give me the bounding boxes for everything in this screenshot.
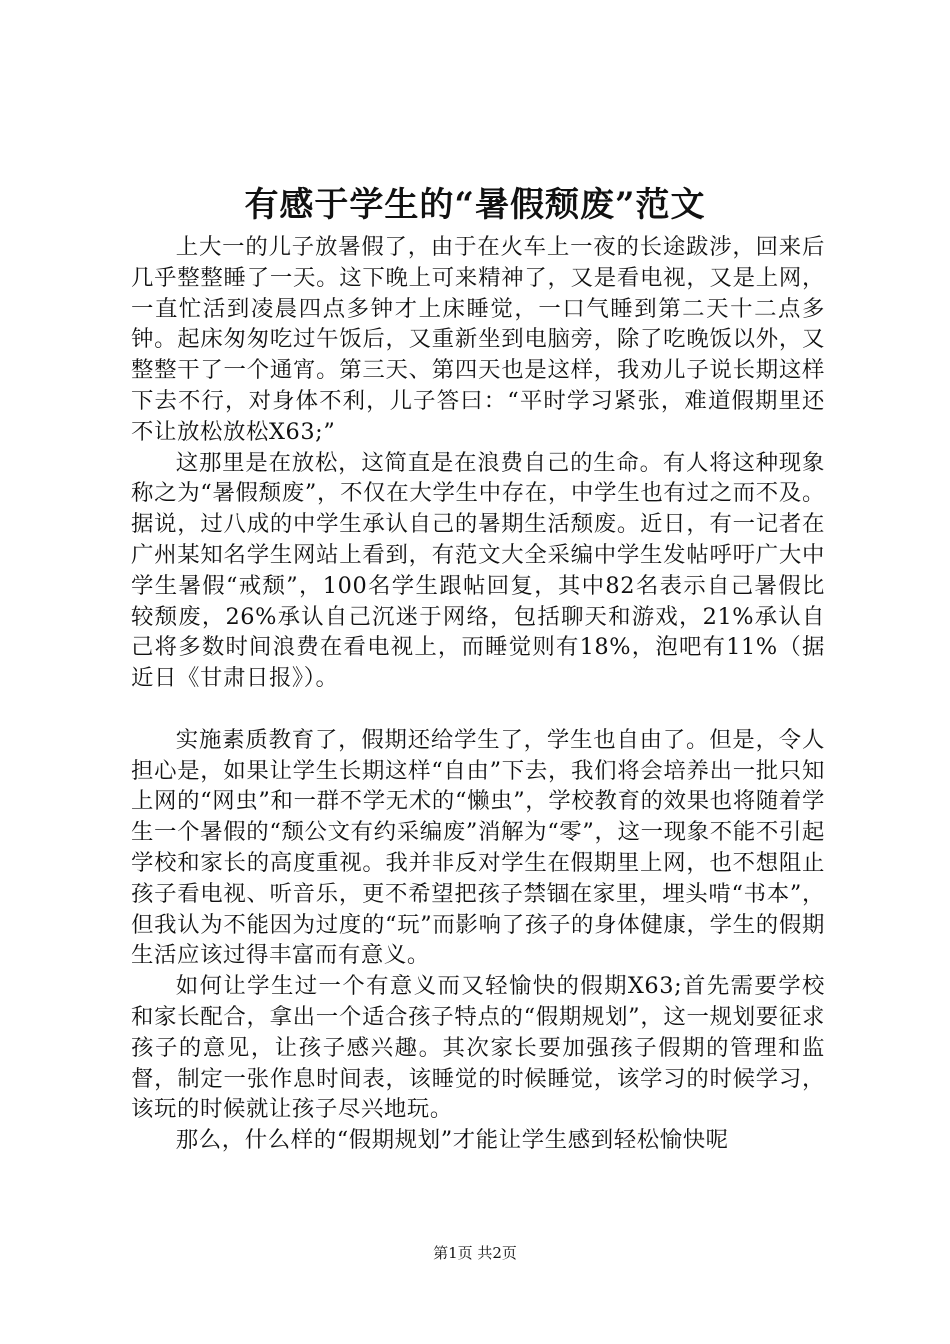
document-title: 有感于学生的“暑假颓废”范文 — [244, 185, 706, 225]
paragraph-spacer — [131, 694, 825, 725]
paragraph-2: 这那里是在放松，这简直是在浪费自己的生命。有人将这种现象称之为“暑假颓废”，不仅在大学生中存在，中学生也有过之而不及。据说，过八成的中学生承认自己的暑期生活颓废。近日，有一记者在广州某知名学生网站上看到，有范文大全采编中学生发帖呼吁广大中学生暑假“戒颓”，100名学生跟帖回复，其中82名表示自己暑假比较颓废，26%承认自己沉迷于网络，包括聊天和游戏，21%承认自己将多数时间浪费在看电视上，而睡觉则有18%，泡吧有11%（据近日《甘肃日报》）。 — [131, 449, 825, 692]
document-body — [131, 232, 825, 1156]
page-footer: 第1页 共2页 — [433, 1244, 517, 1262]
paragraph-3: 实施素质教育了，假期还给学生了，学生也自由了。但是，令人担心是，如果让学生长期这样“自由”下去，我们将会培养出一批只知上网的“网虫”和一群不学无术的“懒虫”，学校教育的效果也将随着学生一个暑假的“颓公文有约采编废”消解为“零”，这一现象不能不引起学校和家长的高度重视。我并非反对学生在假期里上网，也不想阻止孩子看电视、听音乐，更不希望把孩子禁锢在家里，埋头啃“书本”，但我认为不能因为过度的“玩”而影响了孩子的身体健康，学生的假期生活应该过得丰富而有意义。 — [131, 726, 825, 969]
paragraph-5: 那么，什么样的“假期规划”才能让学生感到轻松愉快呢 — [175, 1127, 729, 1154]
paragraph-4: 如何让学生过一个有意义而又轻愉快的假期X63;首先需要学校和家长配合，拿出一个适合孩子特点的“假期规划”，这一规划要征求孩子的意见，让孩子感兴趣。其次家长要加强孩子假期的管理和监督，制定一张作息时间表，该睡觉的时候睡觉，该学习的时候学习，该玩的时候就让孩子尽兴地玩。 — [131, 973, 825, 1123]
paragraph-1: 上大一的儿子放暑假了，由于在火车上一夜的长途跋涉，回来后几乎整整睡了一天。这下晚上可来精神了，又是看电视，又是上网，一直忙活到凌晨四点多钟才上床睡觉，一口气睡到第二天十二点多钟。起床匆匆吃过午饭后，又重新坐到电脑旁，除了吃晚饭以外，又整整干了一个通宵。第三天、第四天也是这样，我劝儿子说长期这样下去不行，对身体不利，儿子答曰：“平时学习紧张，难道假期里还不让放松放松X63;” — [131, 234, 825, 445]
